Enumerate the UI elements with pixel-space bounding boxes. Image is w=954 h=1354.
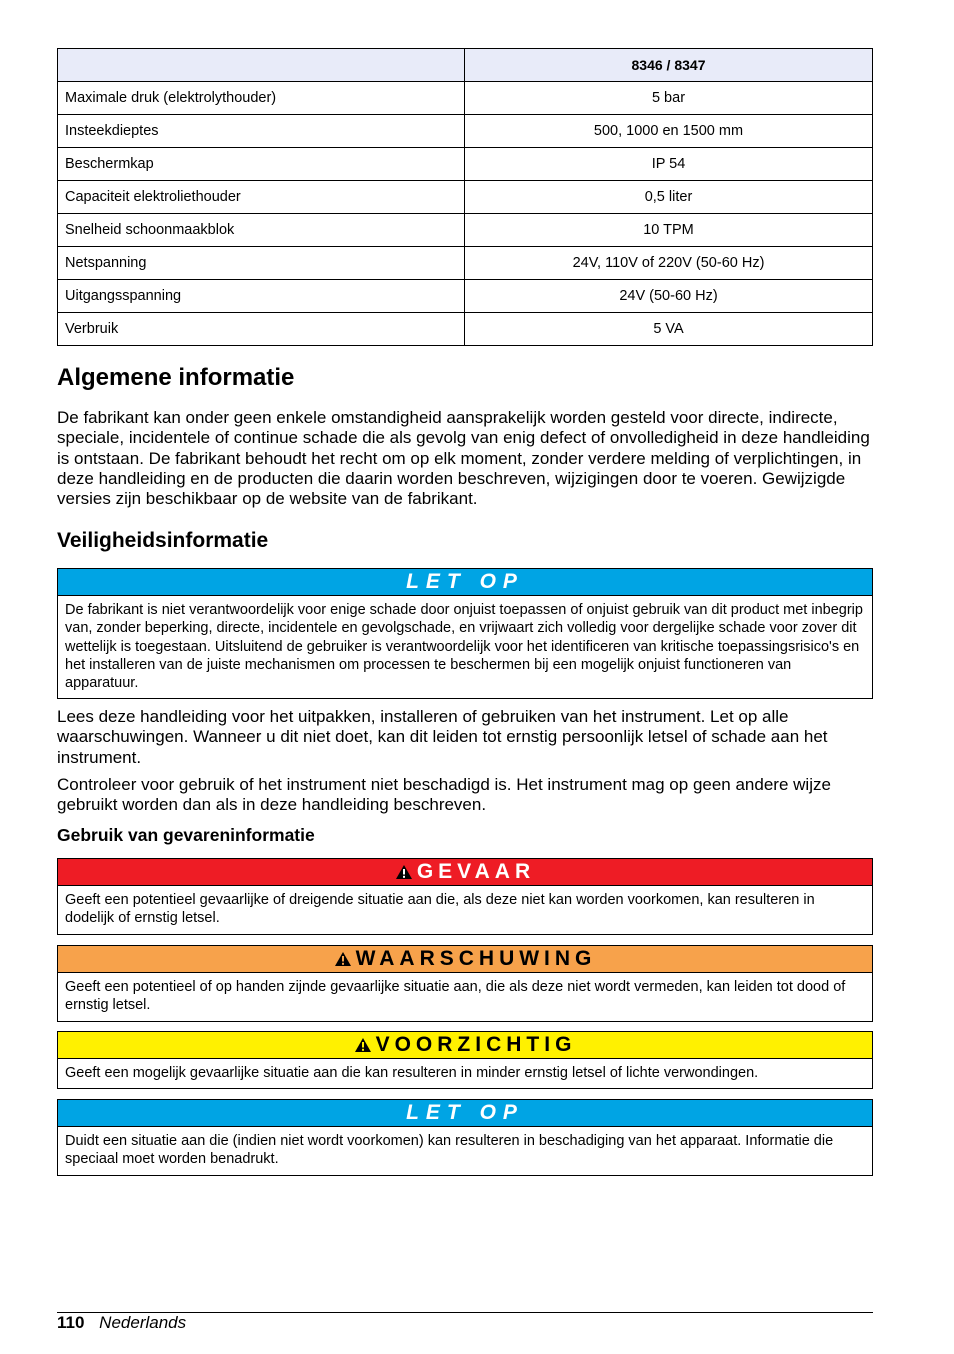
spec-label: Capaciteit elektroliethouder (58, 181, 465, 214)
table-header-row (58, 49, 873, 82)
caution-text: Geeft een mogelijk gevaarlijke situatie aan die kan resulteren in minder ernstig letsel of lichte verwondingen. (65, 1065, 759, 1081)
spec-value: 24V (50-60 Hz) (465, 280, 873, 313)
spec-label: Maximale druk (elektrolythouder) (58, 82, 465, 115)
page-number: 110 (57, 1313, 85, 1332)
general-paragraph: De fabrikant kan onder geen enkele omstandigheid aansprakelijk worden gesteld voor directe, indirecte, speciale, incidentele of continue schade die als gevolg van enig defect of onvolledigheid in deze handleiding is ontstaan. De fabrikant behoudt het recht om op elk moment, zonder verdere melding of verplichtingen, in deze handleiding en de producten die daarin worden beschreven, wijzigingen door te voeren. Gewijzigde versies zijn beschikbaar op de website van de fabrikant. (57, 408, 870, 509)
notice-text: Duidt een situatie aan die (indien niet wordt voorkomen) kan resulteren in beschadiging van het apparaat. Informatie die speciaal moet worden benadrukt. (65, 1133, 834, 1168)
hazard-section-title: Gebruik van gevareninformatie (57, 825, 315, 845)
spec-table (57, 48, 873, 346)
warning-triangle-icon (354, 1037, 372, 1053)
warning-label: WAARSCHUWING (355, 947, 597, 970)
warning-box (57, 945, 873, 1022)
notice-header (58, 569, 872, 596)
spec-value: 0,5 liter (465, 181, 873, 214)
notice-box-2 (57, 1099, 873, 1176)
caution-label: VOORZICHTIG (375, 1033, 577, 1056)
danger-text: Geeft een potentieel gevaarlijke of dreigende situatie aan die, als deze niet kan worden voorkomen, kan resulteren in dodelijk of ernstig letsel. (65, 892, 815, 927)
caution-box (57, 1031, 873, 1089)
safety-paragraph-2: Controleer voor gebruik of het instrument niet beschadigd is. Het instrument mag op geen andere wijze gebruikt worden dan als in deze handleiding beschreven. (57, 775, 831, 815)
warning-header (58, 946, 872, 973)
table-row (58, 115, 873, 148)
section-title-general: Algemene informatie (57, 364, 295, 391)
spec-label: Insteekdieptes (58, 115, 465, 148)
table-row (58, 280, 873, 313)
spec-value: 500, 1000 en 1500 mm (465, 115, 873, 148)
table-row (58, 313, 873, 346)
spec-label: Verbruik (58, 313, 465, 346)
spec-label: Beschermkap (58, 148, 465, 181)
footer-language: Nederlands (99, 1313, 187, 1332)
spec-value: 5 bar (465, 82, 873, 115)
warning-text: Geeft een potentieel of op handen zijnde gevaarlijke situatie aan, die als deze niet wordt vermeden, kan leiden tot dood of ernstig letsel. (65, 979, 846, 1014)
table-row (58, 181, 873, 214)
spec-label: Snelheid schoonmaakblok (58, 214, 465, 247)
danger-label: GEVAAR (416, 860, 536, 883)
table-row (58, 214, 873, 247)
notice-box (57, 568, 873, 699)
danger-header (58, 859, 872, 886)
spec-value: 10 TPM (465, 214, 873, 247)
notice-label: LET OP (406, 1101, 524, 1124)
spec-label: Netspanning (58, 247, 465, 280)
spec-value: IP 54 (465, 148, 873, 181)
safety-paragraph-1: Lees deze handleiding voor het uitpakken, installeren of gebruiken van het instrument. Let op alle waarschuwingen. Wanneer u dit niet doet, kan dit leiden tot ernstig persoonlijk letsel of schade aan het instrument. (57, 707, 828, 767)
table-row (58, 247, 873, 280)
table-header-cell: 8346 / 8347 (465, 49, 873, 82)
notice-text: De fabrikant is niet verantwoordelijk voor enige schade door onjuist toepassen of onjuist gebruik van dit product met inbegrip van, zonder beperking, directe, incidentele en gevolgschade, en vrijwaart zich volledig voor dergelijke schade voor zover dit wettelijk is toegestaan. Uitsluitend de gebruiker is verantwoordelijk voor het identificeren van kritische toepassingsrisico's en het installeren van de juiste mechanismen om processen te beschermen bij een mogelijk onjuist functioneren van apparatuur. (65, 602, 863, 692)
table-row (58, 148, 873, 181)
notice-header (58, 1100, 872, 1127)
spec-value: 24V, 110V of 220V (50-60 Hz) (465, 247, 873, 280)
section-title-safety: Veiligheidsinformatie (57, 529, 269, 552)
warning-triangle-icon (395, 864, 413, 880)
warning-triangle-icon (334, 951, 352, 967)
danger-box (57, 858, 873, 935)
notice-label: LET OP (406, 570, 524, 593)
table-header-cell (58, 49, 465, 82)
spec-label: Uitgangsspanning (58, 280, 465, 313)
page-footer (57, 1313, 186, 1333)
caution-header (58, 1032, 872, 1059)
table-row (58, 82, 873, 115)
spec-value: 5 VA (465, 313, 873, 346)
